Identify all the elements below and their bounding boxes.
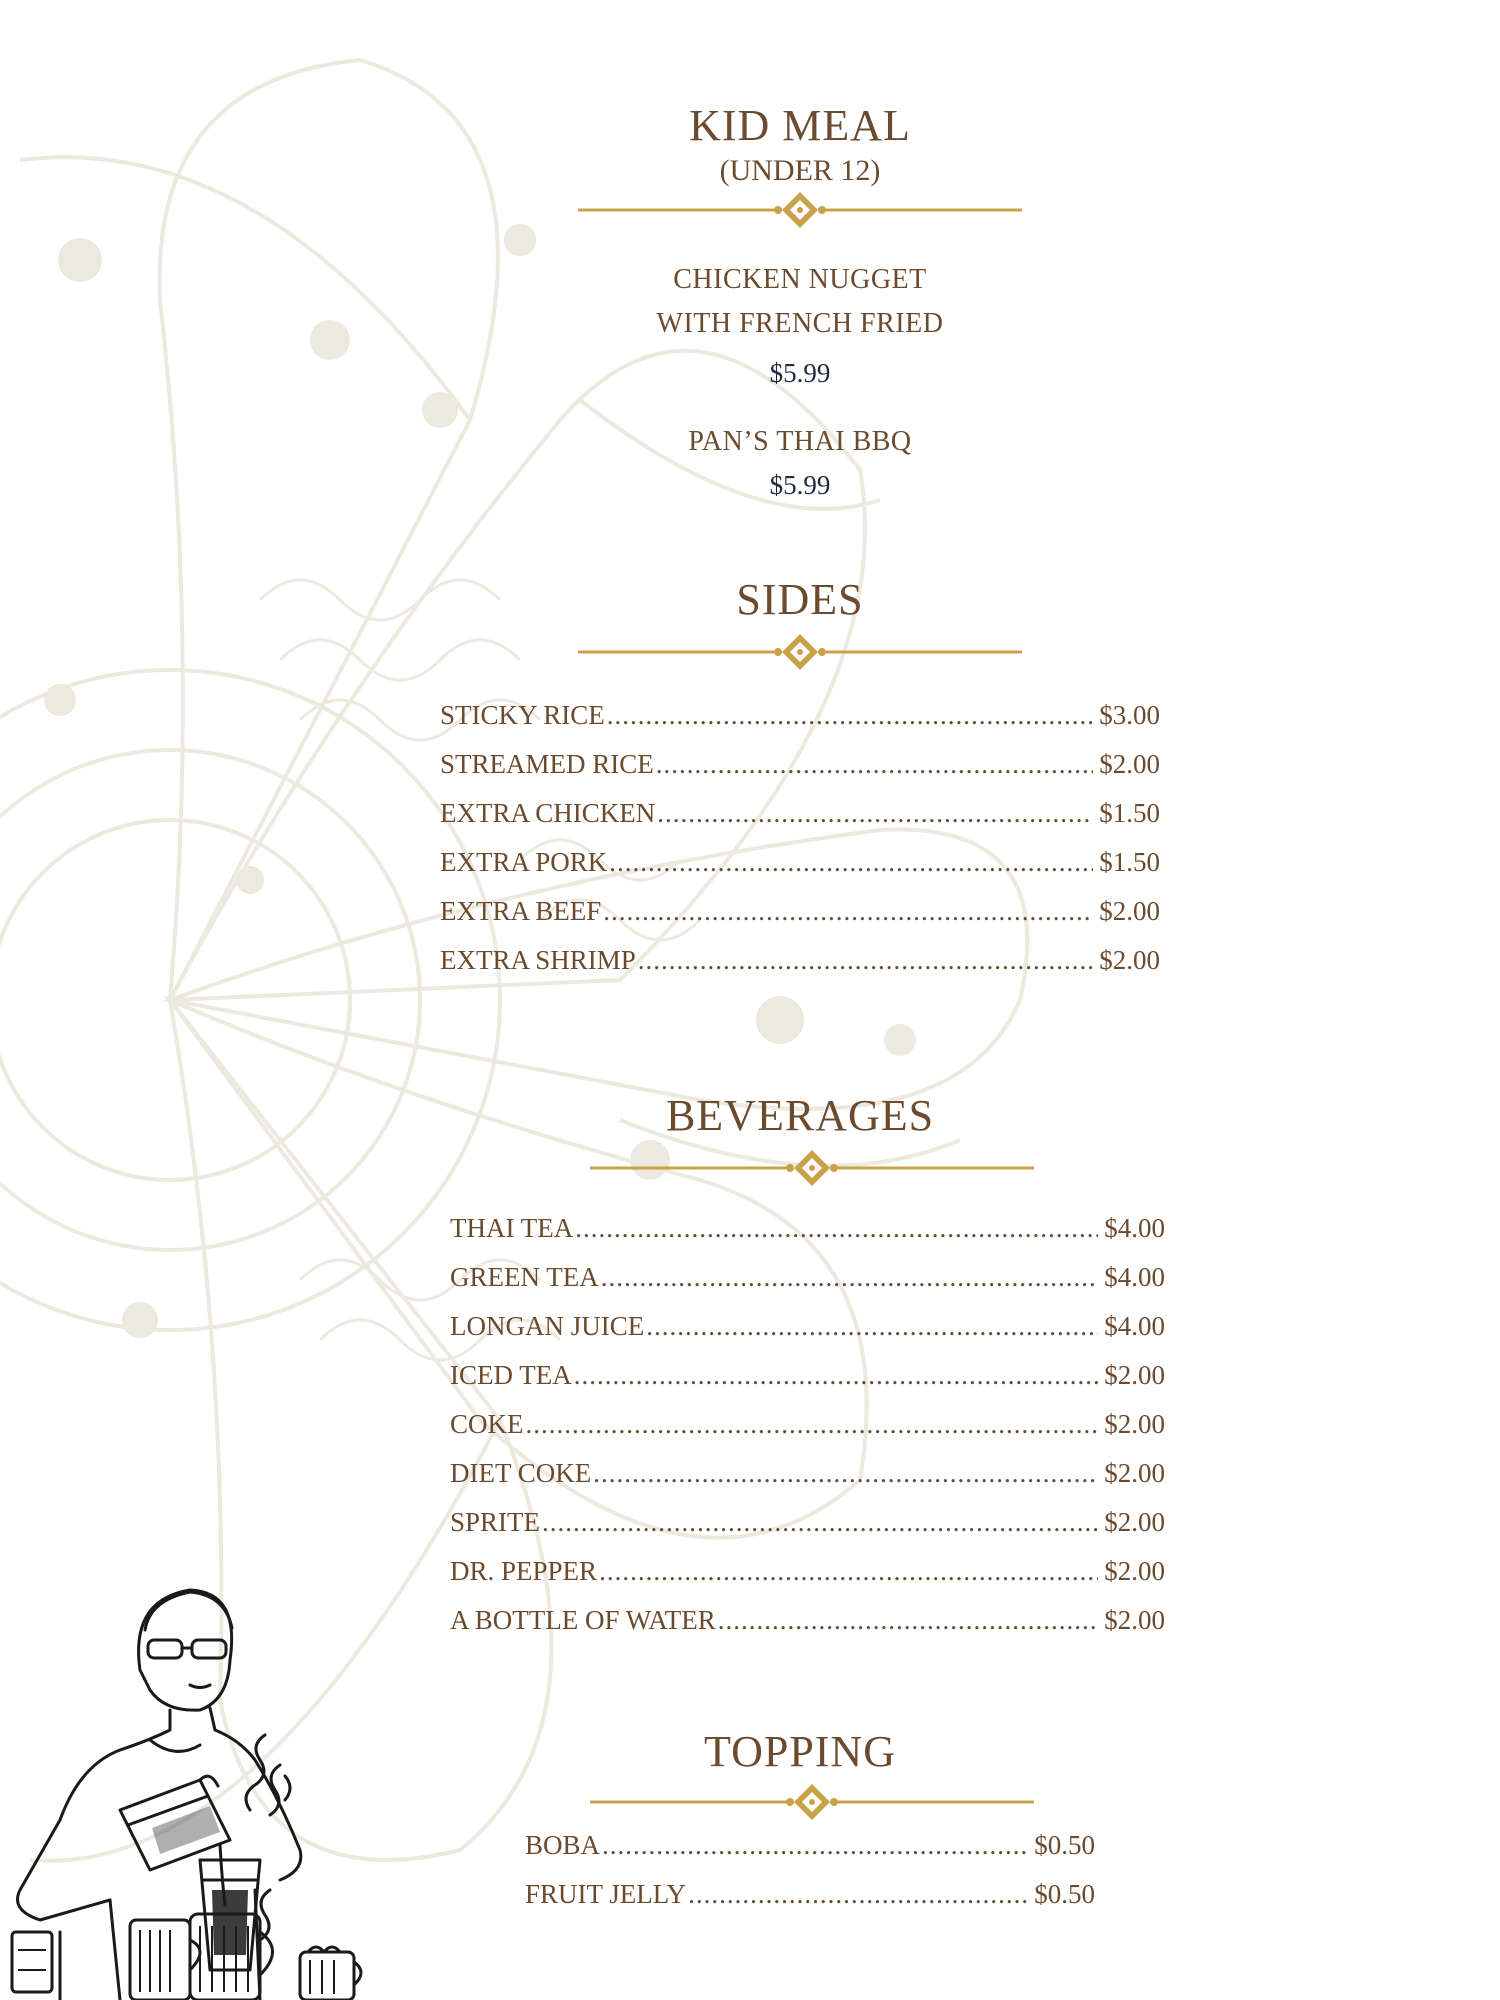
item-name: THAI TEA (450, 1213, 574, 1243)
kid-meal-subtitle: (UNDER 12) (719, 154, 881, 187)
barista-pouring-tea-illustration (0, 1560, 400, 2000)
dot-leader (603, 896, 1093, 927)
dot-leader (574, 1360, 1099, 1391)
list-item (440, 749, 1160, 798)
gold-ornament-divider-icon (578, 632, 1022, 672)
kid-item-2-name: PAN’S THAI BBQ (688, 426, 912, 457)
item-price: $2.00 (1099, 749, 1160, 779)
gold-ornament-divider-icon (578, 190, 1022, 230)
dot-leader (602, 1830, 1028, 1861)
item-name: EXTRA SHRIMP (440, 945, 636, 975)
item-price: $2.00 (1104, 1409, 1165, 1439)
dot-leader (526, 1409, 1099, 1440)
beverages-title: BEVERAGES (665, 1091, 935, 1140)
dot-leader (657, 798, 1093, 829)
list-item (525, 1830, 1095, 1879)
dot-leader (601, 1262, 1099, 1293)
list-item (440, 798, 1160, 847)
item-name: ICED TEA (450, 1360, 572, 1390)
list-item (440, 945, 1160, 994)
item-name: A BOTTLE OF WATER (450, 1605, 716, 1635)
item-name: STREAMED RICE (440, 749, 654, 779)
item-price: $2.00 (1099, 896, 1160, 926)
topping-title: TOPPING (703, 1727, 896, 1776)
item-price: $3.00 (1099, 700, 1160, 730)
item-price: $2.00 (1104, 1605, 1165, 1635)
sides-list (440, 700, 1160, 994)
dot-leader (542, 1507, 1098, 1538)
kid-item-1-line2: WITH FRENCH FRIED (656, 308, 944, 339)
beverages-list (450, 1213, 1165, 1654)
item-name: DIET COKE (450, 1458, 592, 1488)
item-price: $2.00 (1104, 1458, 1165, 1488)
list-item (440, 896, 1160, 945)
kid-item-1-line1: CHICKEN NUGGET (673, 264, 927, 295)
gold-ornament-divider-icon (590, 1782, 1034, 1822)
item-price: $1.50 (1099, 847, 1160, 877)
item-name: STICKY RICE (440, 700, 605, 730)
item-price: $4.00 (1104, 1311, 1165, 1341)
list-item (450, 1507, 1165, 1556)
list-item (450, 1409, 1165, 1458)
item-price: $2.00 (1099, 945, 1160, 975)
item-name: BOBA (525, 1830, 601, 1860)
item-price: $4.00 (1104, 1213, 1165, 1243)
list-item (440, 700, 1160, 749)
item-name: GREEN TEA (450, 1262, 599, 1292)
item-name: EXTRA PORK (440, 847, 608, 877)
item-name: COKE (450, 1409, 524, 1439)
dot-leader (688, 1879, 1028, 1910)
item-price: $2.00 (1104, 1360, 1165, 1390)
dot-leader (599, 1556, 1098, 1587)
list-item (450, 1311, 1165, 1360)
dot-leader (609, 847, 1093, 878)
dot-leader (607, 700, 1093, 731)
item-name: SPRITE (450, 1507, 541, 1537)
list-item (450, 1458, 1165, 1507)
list-item (450, 1605, 1165, 1654)
list-item (525, 1879, 1095, 1928)
list-item (450, 1262, 1165, 1311)
list-item (450, 1360, 1165, 1409)
item-price: $4.00 (1104, 1262, 1165, 1292)
list-item (450, 1556, 1165, 1605)
dot-leader (593, 1458, 1098, 1489)
item-name: EXTRA BEEF (440, 896, 602, 926)
item-price: $2.00 (1104, 1556, 1165, 1586)
item-price: $2.00 (1104, 1507, 1165, 1537)
item-price: $0.50 (1034, 1830, 1095, 1860)
dot-leader (656, 749, 1093, 780)
dot-leader (575, 1213, 1098, 1244)
item-name: FRUIT JELLY (525, 1879, 687, 1909)
item-name: LONGAN JUICE (450, 1311, 645, 1341)
list-item (440, 847, 1160, 896)
item-name: EXTRA CHICKEN (440, 798, 656, 828)
item-price: $1.50 (1099, 798, 1160, 828)
list-item (450, 1213, 1165, 1262)
kid-meal-title: KID MEAL (689, 101, 911, 150)
kid-item-2-price: $5.99 (769, 470, 831, 500)
gold-ornament-divider-icon (590, 1148, 1034, 1188)
topping-list (525, 1830, 1095, 1928)
kid-item-1-price: $5.99 (769, 358, 831, 388)
dot-leader (638, 945, 1093, 976)
dot-leader (646, 1311, 1098, 1342)
item-name: DR. PEPPER (450, 1556, 598, 1586)
dot-leader (718, 1605, 1098, 1636)
sides-title: SIDES (736, 575, 864, 624)
item-price: $0.50 (1034, 1879, 1095, 1909)
